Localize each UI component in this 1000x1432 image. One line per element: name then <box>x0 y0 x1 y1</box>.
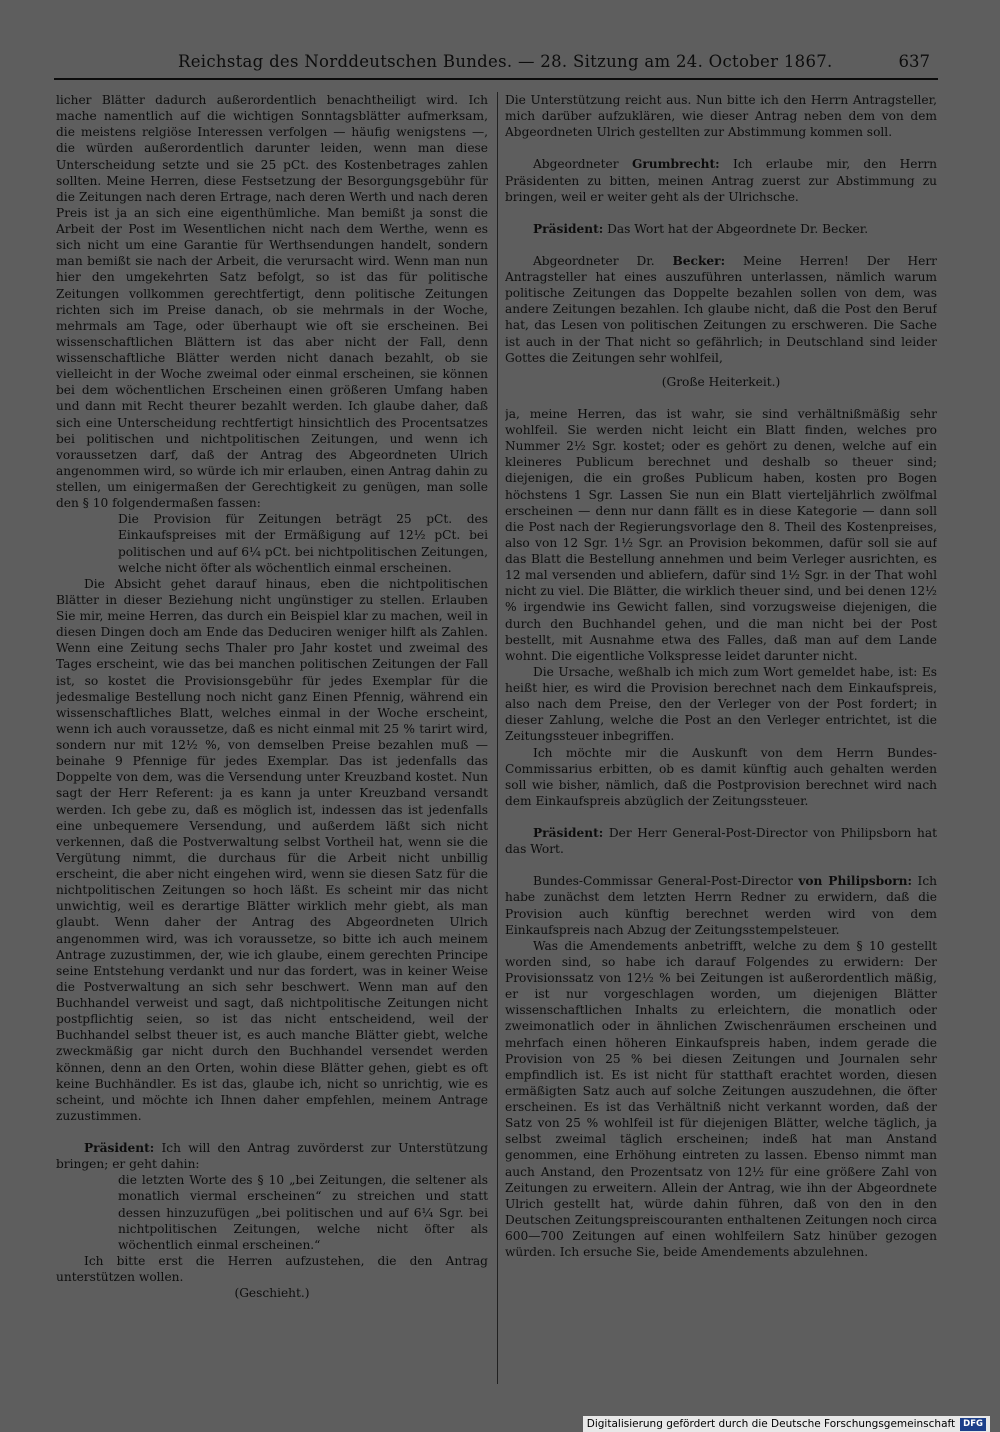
spacer <box>505 140 937 156</box>
speech-paragraph <box>505 221 937 237</box>
stage-direction: (Große Heiterkeit.) <box>661 374 781 389</box>
speech-paragraph <box>505 253 937 366</box>
paragraph: Ich möchte mir die Auskunft von dem Herrn Bundes-Commissarius erbitten, ob es damit künftig auch gehalten werden soll wie bisher, nämlich, daß die Postprovision berechnet wird nach dem Einkaufspreis abzüglich der Zeitungssteuer. <box>505 745 937 808</box>
left-column <box>56 92 488 1392</box>
stage-direction: (Geschieht.) <box>234 1286 310 1301</box>
spacer <box>505 205 937 221</box>
speaker-role: Abgeordneter Dr. <box>533 253 673 268</box>
proposal-quote: Die Provision für Zeitungen beträgt 25 pCt. des Einkaufspreises mit der Ermäßigung auf 12½ pCt. bei politischen und auf 6¼ pCt. bei nichtpolitischen Zeitungen, welche nicht öfter als wöchentlich einmal erscheinen. <box>118 512 488 575</box>
spacer <box>505 390 937 406</box>
running-header <box>70 52 932 76</box>
paragraph: Ich bitte erst die Herren aufzustehen, die den Antrag unterstützen wollen. <box>56 1253 488 1284</box>
paragraph: ja, meine Herren, das ist wahr, sie sind verhältnißmäßig sehr wohlfeil. Sie werden nicht leicht ein Blatt finden, welches pro Nummer 2½ Sgr. kostet; oder es gehört zu denen, welche auf ein kleineres Publicum berechnet und deshalb so theuer sind; diejenigen, die ein großes Publicum haben, kosten pro Bogen höchstens 1 Sgr. Lassen Sie nun ein Blatt vierteljährlich zwölfmal erscheinen — denn nur dann fällt es in diese Kategorie — dann soll die Post nach der Regierungsvorlage den 8. Theil des Kostenpreises, also von 12 Sgr. 1½ Sgr. an Provision bekommen, dafür soll sie auf das Blatt die Bestellung annehmen und beim Verleger ausrichten, es 12 mal versenden und abliefern, dafür sind 1½ Sgr. in der That wohl nicht zu viel. Die Blätter, die wirklich theuer sind, und bei denen 12½ % irgendwie ins Gewicht fallen, sind vorzugsweise diejenigen, die durch den Buchhandel gehen, und die man nicht bei der Post bestellt, mit Ausnahme etwa des Falles, daß man auf dem Lande wohnt. Die eigentliche Volkspresse leidet darunter nicht. <box>505 406 937 663</box>
speaker-name: Präsident: <box>533 826 604 840</box>
dfg-logo: DFG <box>960 1418 986 1431</box>
header-rule <box>54 78 938 80</box>
speaker-name: Präsident: <box>84 1141 155 1155</box>
amendment-quote: die letzten Worte des § 10 „bei Zeitungen, die seltener als monatlich viermal erscheinen“ zu streichen und statt dessen hinzuzufügen „bei politischen und auf 6¼ Sgr. bei nichtpolitischen Zeitungen, welche nicht öfter als wöchentlich einmal erscheinen.“ <box>118 1173 488 1252</box>
digitization-credit <box>583 1416 990 1432</box>
speech-text: Ich habe zunächst dem letzten Herrn Redner zu erwidern, daß die Provision auch künftig berechnet werden wird von dem Einkaufspreis nach Abzug der Zeitungsstempelsteuer. <box>505 874 937 937</box>
spacer <box>505 237 937 253</box>
speech-text: Das Wort hat der Abgeordnete Dr. Becker. <box>607 221 869 236</box>
speaker-name: Becker: <box>672 253 726 268</box>
speech-paragraph <box>505 873 937 938</box>
speech-paragraph <box>56 1140 488 1172</box>
column-divider <box>497 92 498 1384</box>
paragraph: Die Unterstützung reicht aus. Nun bitte ich den Herrn Antragsteller, mich darüber aufzuklären, wie dieser Antrag neben dem von dem Abgeordneten Ulrich gestellten zur Abstimmung kommen soll. <box>505 93 937 140</box>
speaker-role: Abgeordneter <box>533 157 632 172</box>
speech-text: Ich will den Antrag zuvörderst zur Unterstützung bringen; er geht dahin: <box>56 1141 488 1172</box>
speech-text: Der Herr General-Post-Director von Philipsborn hat das Wort. <box>505 826 937 857</box>
speech-paragraph <box>505 156 937 204</box>
credit-text: Digitalisierung gefördert durch die Deutsche Forschungsgemeinschaft <box>586 1418 956 1430</box>
paragraph: Was die Amendements anbetrifft, welche zu dem § 10 gestellt worden sind, so habe ich darauf Folgendes zu erwidern: Der Provisionssatz von 12½ % bei Zeitungen ist außerordentlich mäßig, er ist nur vorgeschlagen worden, um diejenigen Blätter wissenschaftlichen Inhalts zu erleichtern, die monatlich oder zweimonatlich oder in ähnlichen Zwischenräumen erscheinen und mehrfach einen höheren Einkaufspreis haben, indem gerade die Provision von 25 % bei diesen Zeitungen und Journalen sehr empfindlich ist. Es ist nicht für statthaft erachtet worden, diesen ermäßigten Satz auch auf solche Zeitungen auszudehnen, die öfter erscheinen. Es ist das Verhältniß nicht verkannt worden, daß der Satz von 25 % wohlfeil ist für diejenigen Blätter, welche täglich, ja selbst zweimal täglich erscheinen; indeß hat man Anstand genommen, eine Erhöhung eintreten zu lassen. Ebenso nimmt man auch Anstand, den Prozentsatz von 12½ für eine größere Zahl von Zeitungen zu erweitern. Allein der Antrag, wie ihn der Abgeordnete Ulrich gestellt hat, würde dahin führen, daß von den in den Deutschen Zeitungspreiscouranten enthaltenen Zeitungen noch circa 600—700 Zeitungen auf einen wohlfeilern Satz hinüber gezogen würden. Ich ersuche Sie, beide Amendements abzulehnen. <box>505 938 937 1260</box>
speaker-name: Grumbrecht: <box>631 157 720 172</box>
right-column <box>505 92 937 1392</box>
paragraph: Die Ursache, weßhalb ich mich zum Wort gemeldet habe, ist: Es heißt hier, es wird die Provision berechnet nach dem Einkaufspreis, also nach dem Preise, den der Verleger von der Post fordert; in dieser Zahlung, welche die Post an den Verleger entrichtet, ist die Zeitungssteuer inbegriffen. <box>505 664 937 744</box>
speech-text: Meine Herren! Der Herr Antragsteller hat eines auszuführen unterlassen, nämlich warum politische Zeitungen das Doppelte bezahlen sollen von dem, was andere Zeitungen bezahlen. Ich glaube nicht, daß die Post den Beruf hat, das Lesen von politischen Zeitungen zu erschweren. Die Sache ist auch in der That nicht so gefährlich; in Deutschland sind leider Gottes die Zeitungen sehr wohlfeil, <box>505 253 937 365</box>
spacer <box>505 366 937 374</box>
speaker-name: Präsident: <box>533 221 604 236</box>
spacer <box>505 857 937 873</box>
page-number: 637 <box>898 52 930 71</box>
spacer <box>505 809 937 825</box>
speaker-name: von Philipsborn: <box>798 874 913 889</box>
speaker-role: Bundes-Commissar General-Post-Director <box>533 874 799 889</box>
speech-paragraph <box>505 825 937 857</box>
speech-text: Ich erlaube mir, den Herrn Präsidenten zu bitten, meinen Antrag zuerst zur Abstimmung zu bringen, weil er weiter geht als der Ulrichsche. <box>505 157 937 204</box>
paragraph: Die Absicht gehet darauf hinaus, eben die nichtpolitischen Blätter in dieser Beziehung nicht ungünstiger zu stellen. Erlauben Sie mir, meine Herren, das durch ein Beispiel klar zu machen, weil in diesen Dingen doch am Ende das Deduciren weniger hilft als Zahlen. Wenn eine Zeitung sechs Thaler pro Jahr kostet und zweimal des Tages erscheint, wie das bei manchen politischen Zeitungen der Fall ist, so kostet die Provisionsgebühr für jedes Exemplar für die jedesmalige Bestellung noch nicht ganz Einen Pfennig, während ein wissenschaftliches Blatt, welches einmal in der Woche erscheint, wenn ich auch voraussetze, daß es nicht einmal mit 25 % tarirt wird, sondern nur mit 12½ %, von demselben Preise bezahlen muß — beinahe 9 Pfennige für jedes Exemplar. Das ist jedenfalls das Doppelte von dem, was die Versendung unter Kreuzband kostet. Nun sagt der Herr Referent: ja es kann ja unter Kreuzband versandt werden. Ich gebe zu, daß es möglich ist, indessen das ist jedenfalls eine unbequemere Versendung, und außerdem läßt sich nicht verkennen, daß die Postverwaltung selbst Vortheil hat, wenn sie die Vergütung nimmt, die durchaus für die Arbeit nicht unbillig erscheint, die aber nicht eingehen wird, wenn sie diesen Satz für die nichtpolitischen Zeitungen so hoch läßt. Es scheint mir das nicht unwichtig, weil es derartige Blätter wirklich mehr giebt, als man glaubt. Wenn daher der Antrag des Abgeordneten Ulrich angenommen wird, was ich voraussetze, so bitte ich auch meinem Antrage zuzustimmen, der, wie ich glaube, einem gerechten Principe seine Entstehung verdankt und nur das fordert, was in keiner Weise die Postverwaltung an sich sehr beschwert. Wenn man auf den Buchhandel verweist und sagt, daß nichtpolitische Zeitungen nicht postpflichtig seien, so ist das nicht entscheidend, weil der Buchhandel selbst theuer ist, es auch manche Blätter giebt, welche zweckmäßig gar nicht durch den Buchhandel versendet werden können, denn an den Orten, wohin diese Blätter gehen, giebt es oft keine Buchhändler. Es ist das, glaube ich, nicht so unrichtig, wie es scheint, und möchte ich Ihnen daher empfehlen, meinem Antrage zuzustimmen. <box>56 576 488 1123</box>
spacer <box>56 1124 488 1140</box>
paragraph: licher Blätter dadurch außerordentlich benachtheiligt wird. Ich mache namentlich auf die wichtigen Sonntagsblätter aufmerksam, die meistens relgiöse Interessen verfolgen — häufig wenigstens —, die würden außerordentlich darunter leiden, wenn man diese Unterscheidung setzte und sie 25 pCt. des Kostenbetrages zahlen sollten. Meine Herren, diese Festsetzung der Besorgungsgebühr für die Zeitungen nach deren Ertrage, nach deren Werth und nach deren Preis ist ja an sich eine eigenthümliche. Man bemißt ja sonst die Arbeit der Post im Wesentlichen nicht nach dem Werthe, wenn es sich nicht um eine Garantie für Werthsendungen handelt, sondern man bemißt sie nach der Arbeit, die verursacht wird. Wenn man nun hier den umgekehrten Satz befolgt, so ist das für politische Zeitungen vollkommen gerechtfertigt, denn politische Zeitungen richten sich im Preise danach, ob sie mehrmals in der Woche, mehrmals am Tage, oder überhaupt wie oft sie erscheinen. Bei wissenschaftlichen Blättern ist das aber nicht der Fall, denn wissenschaftliche Blätter werden nicht danach bezahlt, ob sie vielleicht in der Woche zweimal oder einmal erscheinen, sie können bei dem wöchentlichen Erscheinen einen größeren Umfang haben und dann mit Recht theurer bezahlt werden. Ich glaube daher, daß sich eine Unterscheidung rechtfertigt hinsichtlich des Procentsatzes bei politischen und nichtpolitischen Zeitungen, und wenn ich voraussetzen darf, daß der Antrag des Abgeordneten Ulrich angenommen wird, so würde ich mir erlauben, einen Antrag dahin zu stellen, um einigermaßen der Gerechtigkeit zu genügen, man solle den § 10 folgendermaßen fassen: <box>56 93 488 511</box>
page-header-title: Reichstag des Norddeutschen Bundes. — 28. Sitzung am 24. October 1867. <box>178 52 833 71</box>
